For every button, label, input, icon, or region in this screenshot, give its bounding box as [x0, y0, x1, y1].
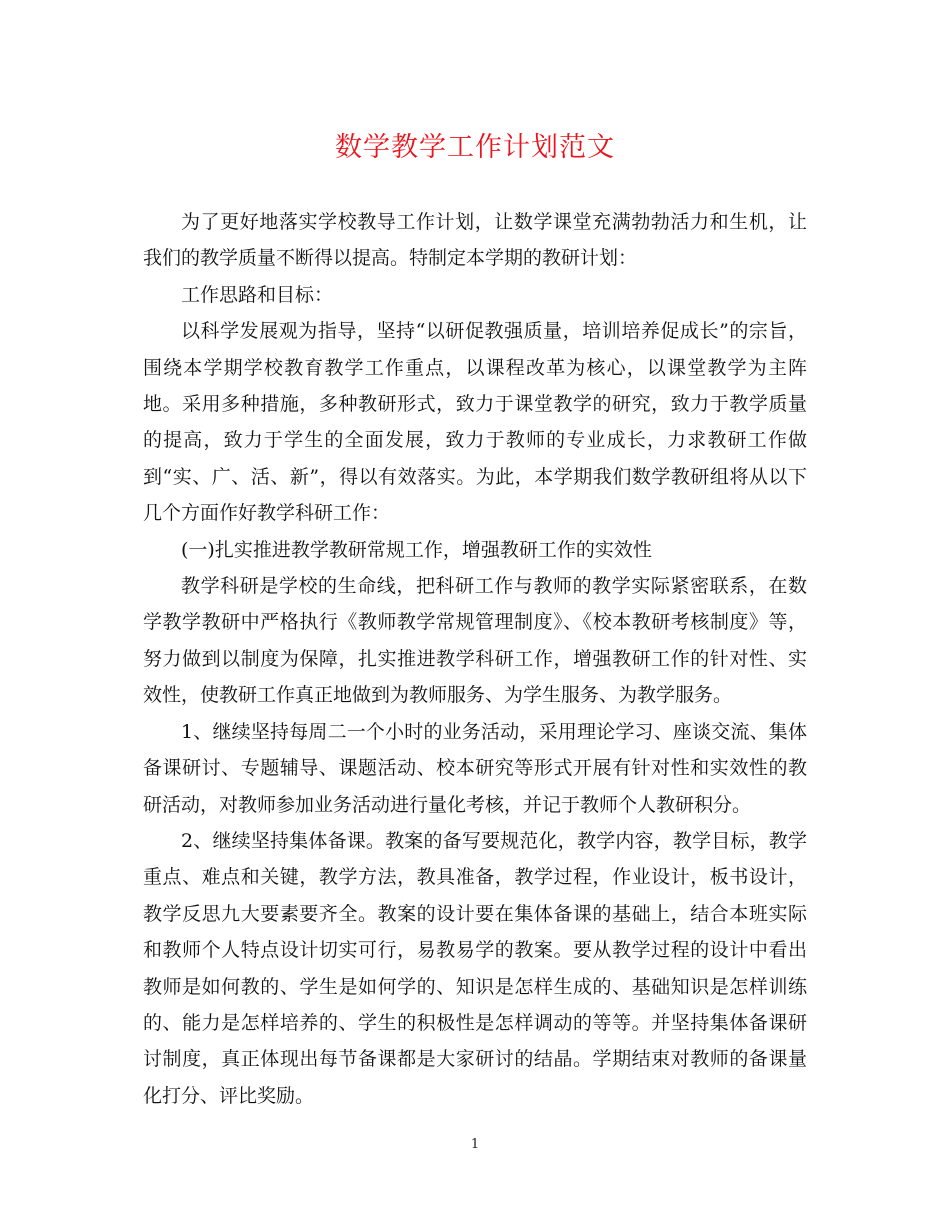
document-body [143, 204, 807, 1114]
document-title: 数学教学工作计划范文 [335, 132, 615, 163]
section-heading-goals: 工作思路和目标： [181, 283, 334, 306]
goals-paragraph: 以科学发展观为指导，坚持“以研促教强质量，培训培养促成长”的宗旨，围绕本学期学校教育教学工作重点，以课程改革为核心，以课堂教学为主阵地。采用多种措施，多种教研形式，致力于课堂教学的研究，致力于教学质量的提高，致力于学生的全面发展，致力于教师的专业成长，力求教研工作做到“实、广、活、新”，得以有效落实。为此，本学期我们数学教研组将从以下几个方面作好教学科研工作： [143, 320, 807, 525]
section-heading-routine: (一)扎实推进教学教研常规工作，增强教研工作的实效性 [181, 538, 652, 561]
item-1-paragraph: 1、继续坚持每周二一个小时的业务活动，采用理论学习、座谈交流、集体备课研讨、专题辅导、课题活动、校本研究等形式开展有针对性和实效性的教研活动，对教师参加业务活动进行量化考核，并记于教师个人教研积分。 [143, 720, 807, 816]
intro-paragraph: 为了更好地落实学校教导工作计划，让数学课堂充满勃勃活力和生机，让我们的教学质量不断得以提高。特制定本学期的教研计划： [143, 211, 807, 270]
item-2-paragraph: 2、继续坚持集体备课。教案的备写要规范化，教学内容，教学目标，教学重点、难点和关键，教学方法，教具准备，教学过程，作业设计，板书设计，教学反思九大要素要齐全。教案的设计要在集体备课的基础上，结合本班实际和教师个人特点设计切实可行，易教易学的教案。要从教学过程的设计中看出教师是如何教的、学生是如何学的、知识是怎样生成的、基础知识是怎样训练的、能力是怎样培养的、学生的积极性是怎样调动的等等。并坚持集体备课研讨制度，真正体现出每节备课都是大家研讨的结晶。学期结束对教师的备课量化打分、评比奖励。 [143, 829, 807, 1107]
routine-paragraph: 教学科研是学校的生命线，把科研工作与教师的教学实际紧密联系，在数学教学教研中严格执行《教师教学常规管理制度》、《校本教研考核制度》等，努力做到以制度为保障，扎实推进教学科研工作，增强教研工作的针对性、实效性，使教研工作真正地做到为教师服务、为学生服务、为教学服务。 [143, 575, 807, 707]
page-number: 1 [470, 1137, 480, 1152]
